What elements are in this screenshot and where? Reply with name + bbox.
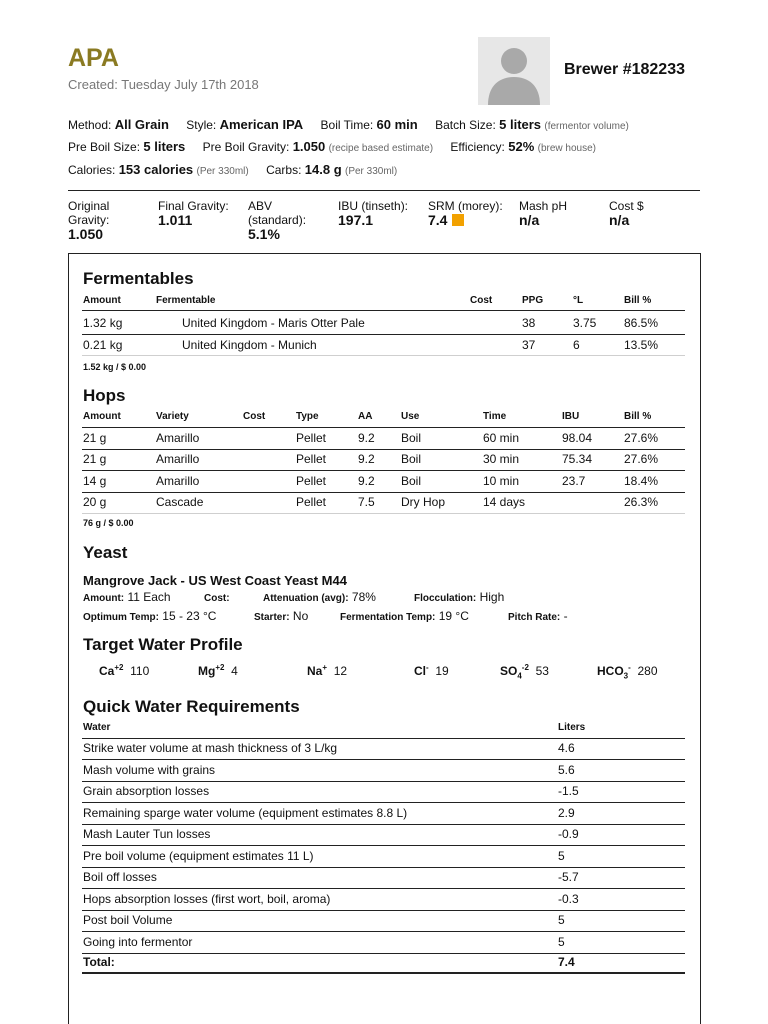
yeast-attenuation <box>263 590 376 604</box>
hop-time: 30 min <box>483 452 520 466</box>
hops-col-time: Time <box>483 411 507 422</box>
hop-ibu: 23.7 <box>562 474 586 488</box>
stats-strip <box>68 199 700 245</box>
table-rule <box>82 931 685 932</box>
pre-boil-gravity-value: 1.050 <box>292 139 326 154</box>
water-req-col-liters: Liters <box>558 722 586 733</box>
water-req-liters: -5.7 <box>558 870 579 884</box>
hops-col-cost: Cost <box>243 411 266 422</box>
boil-time-label: Boil Time: <box>320 118 374 132</box>
ferm-name: United Kingdom - Munich <box>182 338 317 352</box>
yeast-name: Mangrove Jack - US West Coast Yeast M44 <box>83 573 347 588</box>
yeast-flocculation <box>414 590 504 604</box>
water-req-liters: 4.6 <box>558 741 575 755</box>
style-label: Style: <box>186 118 217 132</box>
hop-bill: 27.6% <box>624 452 659 466</box>
hop-type: Pellet <box>296 495 327 509</box>
hops-col-aa: AA <box>358 411 373 422</box>
og-label-2: Gravity: <box>68 213 110 227</box>
ferm-ppg: 37 <box>522 338 536 352</box>
water-cl: Cl- 19 <box>414 663 449 678</box>
water-req-liters: -0.3 <box>558 892 579 906</box>
yeast-cost <box>204 590 230 604</box>
hop-amount: 20 g <box>83 495 107 509</box>
stat-mash-ph <box>519 199 567 227</box>
water-req-liters: -1.5 <box>558 784 579 798</box>
yeast-amount: 11 Each <box>127 590 171 604</box>
ferm-col-ppg: PPG <box>522 295 544 306</box>
hop-variety: Amarillo <box>156 474 200 488</box>
hops-col-amount: Amount <box>83 411 121 422</box>
hop-use: Boil <box>401 474 422 488</box>
table-rule <box>82 867 685 868</box>
boil-time-value: 60 min <box>376 117 418 132</box>
abv-label-2: (standard): <box>248 213 307 227</box>
water-cl-value: 19 <box>435 664 449 678</box>
water-so4: $SO_4^{-2}$ 53 <box>500 663 549 681</box>
table-rule <box>82 953 685 954</box>
hops-col-ibu: IBU <box>562 411 580 422</box>
ferm-col-bill: Bill % <box>624 295 652 306</box>
ferm-lovibond: 6 <box>573 338 580 352</box>
pre-boil-size-value: 5 liters <box>143 139 186 154</box>
og-value: 1.050 <box>68 226 104 242</box>
yeast-row-1 <box>83 590 171 604</box>
ibu-value: 197.1 <box>338 212 374 228</box>
meta-line-3 <box>68 162 397 177</box>
water-req-item: Pre boil volume (equipment estimates 11 L) <box>83 849 314 863</box>
batch-size-note: (fermentor volume) <box>544 121 629 132</box>
table-rule <box>82 802 685 803</box>
ferm-amount: 1.32 kg <box>83 316 123 330</box>
yeast-starter <box>254 609 308 623</box>
method-value: All Grain <box>114 117 169 132</box>
water-hco3: $HCO_3^-$ 280 <box>597 663 658 681</box>
table-rule <box>82 470 685 471</box>
hop-variety: Amarillo <box>156 431 200 445</box>
water-req-item: Boil off losses <box>83 870 157 884</box>
hops-total: 76 g / $ 0.00 <box>83 518 134 528</box>
fermentables-heading: Fermentables <box>83 269 194 288</box>
fermentables-total: 1.52 kg / $ 0.00 <box>83 362 147 372</box>
water-req-item: Grain absorption losses <box>83 784 210 798</box>
water-req-item: Mash Lauter Tun losses <box>83 827 211 841</box>
method-label: Method: <box>68 118 112 132</box>
efficiency-note: (brew house) <box>537 143 596 154</box>
water-total-label: Total: <box>83 955 115 969</box>
yeast-attenuation-value: 78% <box>351 590 376 604</box>
hops-col-bill: Bill % <box>624 411 652 422</box>
yeast-optimum-temp-value: 15 - 23 °C <box>162 609 217 623</box>
yeast-pitch-rate-value: - <box>563 609 568 623</box>
table-rule <box>82 513 685 514</box>
hop-aa: 7.5 <box>358 495 375 509</box>
water-ca: $Ca^{+2}$ 110 <box>99 663 150 678</box>
ferm-name: United Kingdom - Maris Otter Pale <box>182 316 365 330</box>
hops-col-type: Type <box>296 411 319 422</box>
ferm-col-lovibond: °L <box>573 295 584 306</box>
water-profile-heading: Target Water Profile <box>83 635 243 654</box>
pre-boil-size-label: Pre Boil Size: <box>68 140 141 154</box>
ferm-ppg: 38 <box>522 316 536 330</box>
hop-bill: 18.4% <box>624 474 659 488</box>
water-total-value: 7.4 <box>558 955 575 969</box>
hop-use: Boil <box>401 431 422 445</box>
water-hco3-value: 280 <box>637 664 658 678</box>
efficiency-label: Efficiency: <box>450 140 505 154</box>
hop-ibu: 75.34 <box>562 452 593 466</box>
water-req-liters: 5 <box>558 913 565 927</box>
calories-note: (Per 330ml) <box>196 166 249 177</box>
divider <box>68 190 700 191</box>
mash-ph-label: Mash pH <box>519 199 568 213</box>
hop-aa: 9.2 <box>358 474 375 488</box>
stat-og <box>68 199 109 241</box>
ferm-bill: 86.5% <box>624 316 659 330</box>
water-na-value: 12 <box>333 664 348 678</box>
yeast-starter-value: No <box>292 609 309 623</box>
table-rule <box>82 427 685 428</box>
yeast-pitch-rate-label: Pitch Rate: <box>508 612 561 623</box>
hop-type: Pellet <box>296 431 327 445</box>
stat-cost <box>609 199 644 227</box>
og-label-1: Original <box>68 199 110 213</box>
stat-fg <box>158 199 229 227</box>
yeast-fermentation-temp-label: Fermentation Temp: <box>340 612 436 623</box>
yeast-flocculation-label: Flocculation: <box>414 593 477 604</box>
carbs-value: 14.8 g <box>304 162 342 177</box>
batch-size-label: Batch Size: <box>435 118 496 132</box>
avatar <box>478 37 550 105</box>
yeast-flocculation-value: High <box>479 590 505 604</box>
pre-boil-gravity-label: Pre Boil Gravity: <box>202 140 290 154</box>
hops-col-variety: Variety <box>156 411 189 422</box>
yeast-amount-label: Amount: <box>83 593 125 604</box>
yeast-pitch-rate <box>508 609 568 623</box>
table-rule <box>82 910 685 911</box>
table-rule <box>82 334 685 335</box>
carbs-note: (Per 330ml) <box>344 166 398 177</box>
abv-label-1: ABV <box>248 199 273 213</box>
water-req-liters: -0.9 <box>558 827 579 841</box>
water-req-item: Going into fermentor <box>83 935 193 949</box>
hop-time: 60 min <box>483 431 520 445</box>
table-rule <box>82 824 685 825</box>
water-req-col-water: Water <box>83 722 111 733</box>
hops-heading: Hops <box>83 386 126 405</box>
water-mg: $Mg^{+2}$ 4 <box>198 663 238 678</box>
style-value: American IPA <box>219 117 304 132</box>
efficiency-value: 52% <box>508 139 535 154</box>
stat-abv <box>248 199 306 241</box>
abv-value: 5.1% <box>248 226 280 242</box>
water-req-liters: 5.6 <box>558 763 575 777</box>
ferm-col-cost: Cost <box>470 295 493 306</box>
water-req-item: Hops absorption losses (first wort, boil, aroma) <box>83 892 331 906</box>
hop-bill: 27.6% <box>624 431 659 445</box>
hop-variety: Amarillo <box>156 452 200 466</box>
table-rule <box>82 845 685 846</box>
hop-type: Pellet <box>296 452 327 466</box>
water-req-item: Remaining sparge water volume (equipment estimates 8.8 L) <box>83 806 408 820</box>
water-req-liters: 5 <box>558 935 565 949</box>
water-req-liters: 5 <box>558 849 565 863</box>
hop-time: 14 days <box>483 495 526 509</box>
yeast-cost-label: Cost: <box>204 593 230 604</box>
yeast-starter-label: Starter: <box>254 612 290 623</box>
meta-line-2 <box>68 139 596 154</box>
hop-use: Boil <box>401 452 422 466</box>
water-mg-value: 4 <box>231 664 238 678</box>
hop-aa: 9.2 <box>358 452 375 466</box>
ferm-bill: 13.5% <box>624 338 659 352</box>
pre-boil-gravity-note: (recipe based estimate) <box>328 143 434 154</box>
user-placeholder-icon <box>478 37 550 105</box>
table-rule <box>82 310 685 311</box>
ferm-lovibond: 3.75 <box>573 316 597 330</box>
table-rule <box>82 492 685 493</box>
fg-value: 1.011 <box>158 212 193 228</box>
water-na: Na+ 12 <box>307 663 348 678</box>
table-rule <box>82 759 685 760</box>
fg-label: Final Gravity: <box>158 199 229 213</box>
stat-srm <box>428 199 503 228</box>
cost-value: n/a <box>609 212 630 228</box>
table-rule <box>82 355 685 356</box>
batch-size-value: 5 liters <box>499 117 542 132</box>
hop-type: Pellet <box>296 474 327 488</box>
meta-line-1 <box>68 117 629 132</box>
mash-ph-value: n/a <box>519 212 540 228</box>
hops-col-use: Use <box>401 411 420 422</box>
water-ca-value: 110 <box>130 664 150 678</box>
hop-amount: 21 g <box>83 452 107 466</box>
stat-ibu <box>338 199 408 227</box>
hop-amount: 14 g <box>83 474 107 488</box>
water-req-heading: Quick Water Requirements <box>83 697 300 716</box>
hop-use: Dry Hop <box>401 495 446 509</box>
calories-value: 153 calories <box>118 162 194 177</box>
hop-time: 10 min <box>483 474 520 488</box>
ferm-amount: 0.21 kg <box>83 338 123 352</box>
water-so4-value: 53 <box>535 664 549 678</box>
table-rule <box>82 781 685 782</box>
yeast-fermentation-temp-value: 19 °C <box>438 609 469 623</box>
yeast-optimum-temp <box>83 609 216 623</box>
water-req-item: Post boil Volume <box>83 913 173 927</box>
hop-aa: 9.2 <box>358 431 375 445</box>
hop-ibu: 98.04 <box>562 431 593 445</box>
cost-label: Cost $ <box>609 199 644 213</box>
yeast-attenuation-label: Attenuation (avg): <box>263 593 349 604</box>
table-rule <box>82 738 685 739</box>
hop-variety: Cascade <box>156 495 204 509</box>
water-req-item: Strike water volume at mash thickness of 3 L/kg <box>83 741 338 755</box>
table-rule <box>82 972 685 974</box>
ferm-col-fermentable: Fermentable <box>156 295 216 306</box>
yeast-heading: Yeast <box>83 543 128 562</box>
ferm-col-amount: Amount <box>83 295 121 306</box>
water-req-liters: 2.9 <box>558 806 575 820</box>
srm-label: SRM (morey): <box>428 199 503 213</box>
created-date: Created: Tuesday July 17th 2018 <box>68 77 259 92</box>
srm-color-swatch <box>452 214 464 226</box>
srm-value: 7.4 <box>428 212 448 228</box>
water-req-item: Mash volume with grains <box>83 763 216 777</box>
calories-label: Calories: <box>68 163 116 177</box>
hop-bill: 26.3% <box>624 495 659 509</box>
yeast-fermentation-temp <box>340 609 469 623</box>
table-rule <box>82 888 685 889</box>
brewer-name: Brewer #182233 <box>564 61 685 78</box>
recipe-title: APA <box>68 44 119 72</box>
yeast-optimum-temp-label: Optimum Temp: <box>83 612 159 623</box>
hop-amount: 21 g <box>83 431 107 445</box>
carbs-label: Carbs: <box>266 163 302 177</box>
table-rule <box>82 449 685 450</box>
ibu-label: IBU (tinseth): <box>338 199 409 213</box>
